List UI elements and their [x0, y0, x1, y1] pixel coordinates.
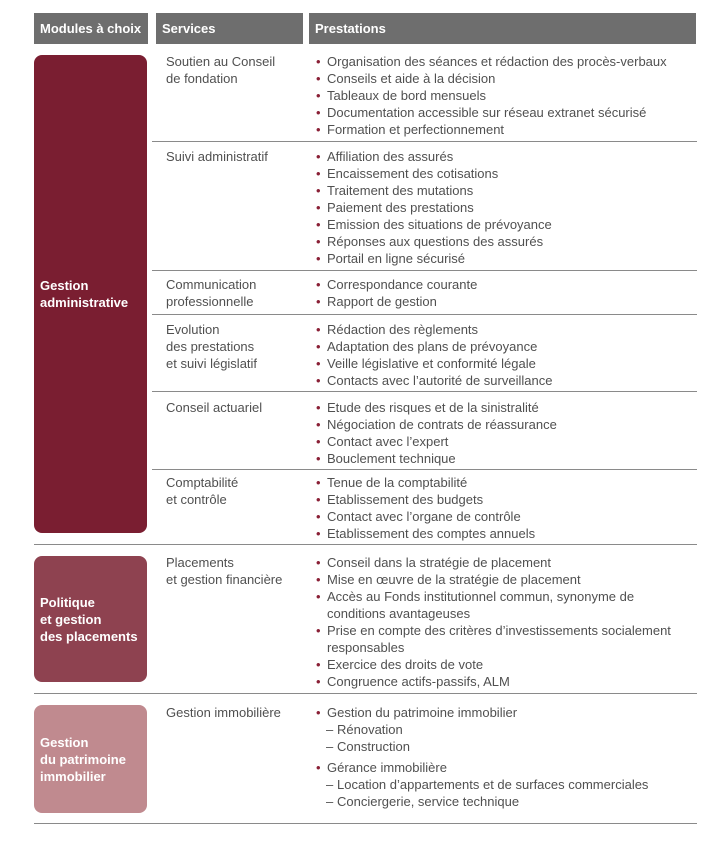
list-item: • Contacts avec l’autorité de surveillance [316, 373, 553, 388]
list-item: • Affiliation des assurés [316, 149, 454, 164]
module-label: Politique et gestion des placements [40, 594, 138, 644]
prestations-list [315, 554, 685, 690]
list-item: • Négociation de contrats de réassurance [316, 417, 557, 432]
list-item: • Veille législative et conformité légale [316, 356, 536, 371]
list-item: • Contact avec l’organe de contrôle [316, 509, 521, 524]
list-item: • Tenue de la comptabilité [316, 475, 468, 490]
section-divider [34, 823, 697, 824]
module-politique-placements [34, 556, 147, 682]
list-item: • Documentation accessible sur réseau extranet sécurisé [316, 105, 647, 120]
section-divider [34, 693, 697, 694]
list-item: • Exercice des droits de vote [316, 657, 484, 672]
section-divider [34, 544, 697, 545]
list-item: • Rédaction des règlements [316, 322, 479, 337]
list-item: – Construction [326, 739, 410, 754]
list-item: • Gestion du patrimoine immobilier [316, 705, 518, 720]
list-item: • Emission des situations de prévoyance [316, 217, 552, 232]
list-item: – Rénovation [326, 722, 403, 737]
prestations-list [315, 704, 700, 810]
list-item: • Formation et perfectionnement [316, 122, 505, 137]
prestations-list [315, 321, 700, 389]
list-item: • Paiement des prestations [316, 200, 474, 215]
service-soutien-conseil: Soutien au Conseil de fondation [166, 54, 276, 86]
list-item: • Gérance immobilière [316, 760, 447, 775]
module-label: Gestion administrative [40, 278, 129, 310]
list-item: – Location d’appartements et de surfaces commerciales [326, 777, 649, 792]
list-item: • Etablissement des budgets [316, 492, 484, 507]
prestations-list [315, 53, 700, 138]
list-item: • Portail en ligne sécurisé [316, 251, 466, 266]
row-divider [152, 141, 697, 142]
header-prestations: Prestations [309, 13, 696, 44]
list-item: • Adaptation des plans de prévoyance [316, 339, 538, 354]
row-divider [152, 314, 697, 315]
list-item: – Conciergerie, service technique [326, 794, 520, 809]
header-modules: Modules à choix [34, 13, 148, 44]
list-item: • Rapport de gestion [316, 294, 437, 309]
prestations-list [315, 276, 700, 310]
service-placements: Placements et gestion financière [166, 555, 283, 587]
list-item: • Correspondance courante [316, 277, 478, 292]
module-label: Gestion du patrimoine immobilier [40, 734, 126, 784]
row-divider [152, 391, 697, 392]
list-item: • Tableaux de bord mensuels [316, 88, 486, 103]
module-gestion-administrative [34, 55, 147, 533]
service-evolution-prestations: Evolution des prestations et suivi législatif [166, 322, 258, 371]
service-communication: Communication professionnelle [166, 277, 257, 309]
list-item: • Contact avec l’expert [316, 434, 449, 449]
service-gestion-immobiliere: Gestion immobilière [166, 705, 281, 720]
list-item: • Conseils et aide à la décision [316, 71, 496, 86]
service-conseil-actuariel: Conseil actuariel [166, 400, 263, 415]
list-item: • Mise en œuvre de la stratégie de placement [316, 572, 581, 587]
prestations-list [315, 399, 700, 467]
list-item: • Encaissement des cotisations [316, 166, 499, 181]
list-item: • Conseil dans la stratégie de placement [316, 555, 552, 570]
prestations-list [315, 148, 700, 267]
list-item: • Traitement des mutations [316, 183, 474, 198]
list-item: • Réponses aux questions des assurés [316, 234, 544, 249]
list-item: • Etablissement des comptes annuels [316, 526, 536, 541]
list-item: • Prise en compte des critères d’investissements socialement responsables [316, 623, 671, 655]
list-item: • Etude des risques et de la sinistralité [316, 400, 539, 415]
list-item: • Bouclement technique [316, 451, 456, 466]
service-comptabilite: Comptabilité et contrôle [166, 475, 239, 507]
row-divider [152, 270, 697, 271]
list-item: • Organisation des séances et rédaction des procès-verbaux [316, 54, 667, 69]
prestations-list [315, 474, 700, 542]
row-divider [152, 469, 697, 470]
service-suivi-administratif: Suivi administratif [166, 149, 268, 164]
header-services: Services [156, 13, 303, 44]
module-patrimoine-immobilier [34, 705, 147, 813]
list-item: • Accès au Fonds institutionnel commun, synonyme de conditions avantageuses [316, 589, 635, 621]
list-item: • Congruence actifs-passifs, ALM [316, 674, 510, 689]
